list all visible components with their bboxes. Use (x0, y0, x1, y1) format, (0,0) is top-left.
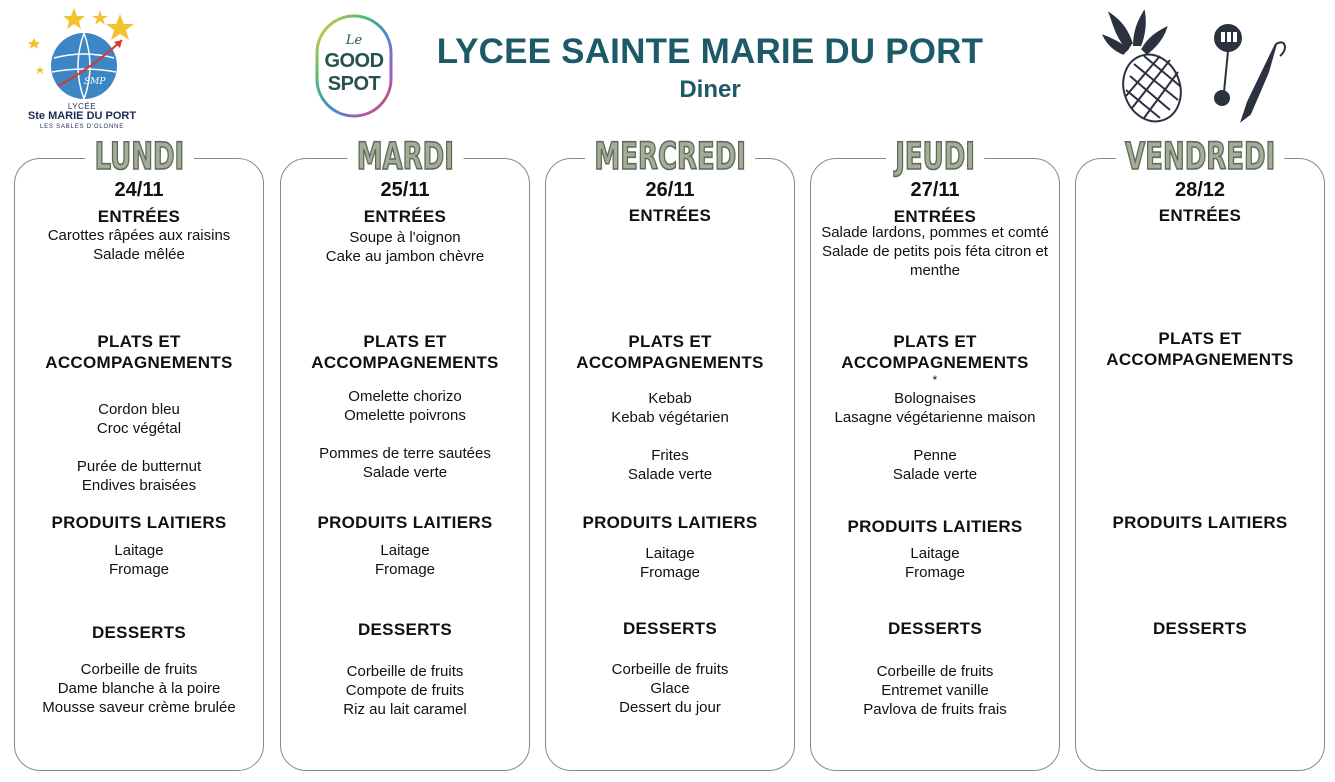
accompagnement-item: Purée de butternut (76, 458, 202, 475)
plats-heading-line1: PLATS ET (628, 332, 712, 351)
day-card-jeudi (810, 135, 1060, 771)
plat-item: Bolognaises (894, 390, 976, 407)
laitiers-heading: PRODUITS LAITIERS (582, 513, 758, 532)
laitiers-heading: PRODUITS LAITIERS (847, 517, 1023, 536)
accompagnement-item: Salade verte (892, 466, 978, 483)
dessert-item: Glace (650, 680, 690, 697)
plats-heading (281, 331, 529, 373)
day-name (546, 137, 794, 177)
plats-list (281, 387, 529, 425)
school-logo-globe-icon (22, 6, 142, 102)
desserts-list (546, 660, 794, 717)
accompagnements-list (546, 446, 794, 484)
accompagnement-item: Salade verte (362, 464, 448, 481)
desserts-list (15, 660, 263, 717)
plats-heading (811, 331, 1059, 373)
day-name-label: JEUDI (886, 137, 984, 177)
laitier-item: Fromage (904, 564, 966, 581)
plat-item: Croc végétal (96, 420, 182, 437)
entree-item: Salade mêlée (93, 246, 185, 263)
entrees-heading: ENTRÉES (363, 207, 447, 226)
entrees-heading: ENTRÉES (97, 207, 181, 226)
plats-heading (546, 331, 794, 373)
school-logo (22, 6, 142, 134)
entree-item: Carottes râpées aux raisins (47, 227, 231, 244)
laitier-item: Fromage (639, 564, 701, 581)
laitiers-list (15, 541, 263, 579)
laitiers-heading: PRODUITS LAITIERS (317, 513, 493, 532)
dessert-item: Compote de fruits (345, 682, 465, 699)
accompagnement-item: Frites (651, 447, 689, 464)
entree-item: Salade de petits pois féta citron et (822, 243, 1048, 260)
laitiers-list (546, 544, 794, 582)
accompagnement-item: Penne (913, 447, 957, 464)
laitier-item: Laitage (645, 545, 695, 562)
good-spot-logo (314, 13, 394, 119)
plat-item: Kebab végétarien (611, 409, 729, 426)
desserts-list (811, 662, 1059, 719)
desserts-heading: DESSERTS (622, 619, 718, 638)
plats-heading-line1: PLATS ET (1158, 329, 1242, 348)
laitiers-list (811, 544, 1059, 582)
day-name (811, 137, 1059, 177)
day-card-mardi (280, 135, 530, 771)
day-date: 24/11 (114, 179, 164, 201)
plat-item: Omelette poivrons (344, 407, 466, 424)
entree-item: Salade lardons, pommes et comté (821, 224, 1049, 241)
good-spot-le: Le (345, 33, 363, 48)
plats-heading (15, 331, 263, 373)
day-name-label: VENDREDI (1116, 137, 1285, 177)
plats-list (15, 400, 263, 438)
laitier-item: Laitage (910, 545, 960, 562)
day-name-label: MARDI (347, 137, 463, 177)
plats-heading-line2: ACCOMPAGNEMENTS (45, 353, 233, 372)
school-logo-line2: Ste MARIE DU PORT (27, 110, 137, 122)
accompagnement-item: Salade verte (627, 466, 713, 483)
accompagnements-list (811, 446, 1059, 484)
laitier-item: Fromage (374, 561, 436, 578)
day-card-lundi (14, 135, 264, 771)
day-date: 26/11 (645, 179, 695, 201)
dessert-item: Riz au lait caramel (343, 701, 467, 718)
accompagnement-item: Endives braisées (81, 477, 197, 494)
plats-heading-line2: ACCOMPAGNEMENTS (1106, 350, 1294, 369)
entree-item: Cake au jambon chèvre (325, 248, 485, 265)
desserts-heading: DESSERTS (91, 623, 187, 642)
plats-list (546, 389, 794, 427)
dessert-item: Mousse saveur crème brulée (42, 699, 236, 716)
entrees-list (15, 226, 263, 264)
dessert-item: Dame blanche à la poire (57, 680, 221, 697)
laitier-item: Laitage (380, 542, 430, 559)
laitier-item: Fromage (108, 561, 170, 578)
dessert-item: Corbeille de fruits (611, 661, 729, 678)
desserts-heading: DESSERTS (887, 619, 983, 638)
plats-heading-line1: PLATS ET (363, 332, 447, 351)
plats-note: * (932, 373, 938, 387)
accompagnement-item: Pommes de terre sautées (319, 445, 491, 462)
day-name (1076, 137, 1324, 177)
day-name (281, 137, 529, 177)
day-date: 25/11 (380, 179, 430, 201)
desserts-heading: DESSERTS (357, 620, 453, 639)
dessert-item: Pavlova de fruits frais (863, 701, 1007, 718)
school-logo-badge: SMP (84, 77, 106, 87)
plats-heading-line2: ACCOMPAGNEMENTS (576, 353, 764, 372)
plats-heading-line1: PLATS ET (893, 332, 977, 351)
plats-list (811, 389, 1059, 427)
page-title: LYCEE SAINTE MARIE DU PORT (436, 32, 984, 71)
good-spot-spot: SPOT (327, 73, 381, 95)
school-logo-line1: LYCÉE (67, 102, 97, 111)
plats-heading-line2: ACCOMPAGNEMENTS (841, 353, 1029, 372)
day-card-mercredi (545, 135, 795, 771)
day-name-label: MERCREDI (585, 137, 755, 177)
pineapple-utensils-icon (1100, 10, 1290, 135)
school-logo-line3: LES SABLES D'OLONNE (39, 124, 125, 130)
plat-item: Cordon bleu (98, 401, 180, 418)
entrees-list (811, 223, 1059, 280)
entrees-heading: ENTRÉES (893, 207, 977, 226)
dessert-item: Corbeille de fruits (80, 661, 198, 678)
dessert-item: Dessert du jour (619, 699, 721, 716)
dessert-item: Corbeille de fruits (346, 663, 464, 680)
entrees-heading: ENTRÉES (1158, 206, 1242, 225)
plat-item: Lasagne végétarienne maison (834, 409, 1036, 426)
day-name (15, 137, 263, 177)
plats-heading-line1: PLATS ET (97, 332, 181, 351)
day-date: 27/11 (910, 179, 960, 201)
page-subtitle: Diner (679, 76, 741, 103)
entree-item: menthe (909, 262, 961, 279)
entrees-list (281, 228, 529, 266)
plat-item: Omelette chorizo (348, 388, 462, 405)
entree-item: Soupe à l'oignon (349, 229, 461, 246)
plat-item: Kebab (648, 390, 692, 407)
laitiers-heading: PRODUITS LAITIERS (51, 513, 227, 532)
desserts-heading: DESSERTS (1152, 619, 1248, 638)
day-card-vendredi (1075, 135, 1325, 771)
dessert-item: Entremet vanille (881, 682, 989, 699)
day-name-label: LUNDI (85, 137, 193, 177)
laitier-item: Laitage (114, 542, 164, 559)
plats-heading (1076, 328, 1324, 370)
accompagnements-list (281, 444, 529, 482)
entrees-heading: ENTRÉES (628, 206, 712, 225)
laitiers-heading: PRODUITS LAITIERS (1112, 513, 1288, 532)
plats-heading-line2: ACCOMPAGNEMENTS (311, 353, 499, 372)
accompagnements-list (15, 457, 263, 495)
day-date: 28/12 (1174, 179, 1226, 201)
desserts-list (281, 662, 529, 719)
dessert-item: Corbeille de fruits (876, 663, 994, 680)
good-spot-good: GOOD (324, 50, 384, 72)
laitiers-list (281, 541, 529, 579)
